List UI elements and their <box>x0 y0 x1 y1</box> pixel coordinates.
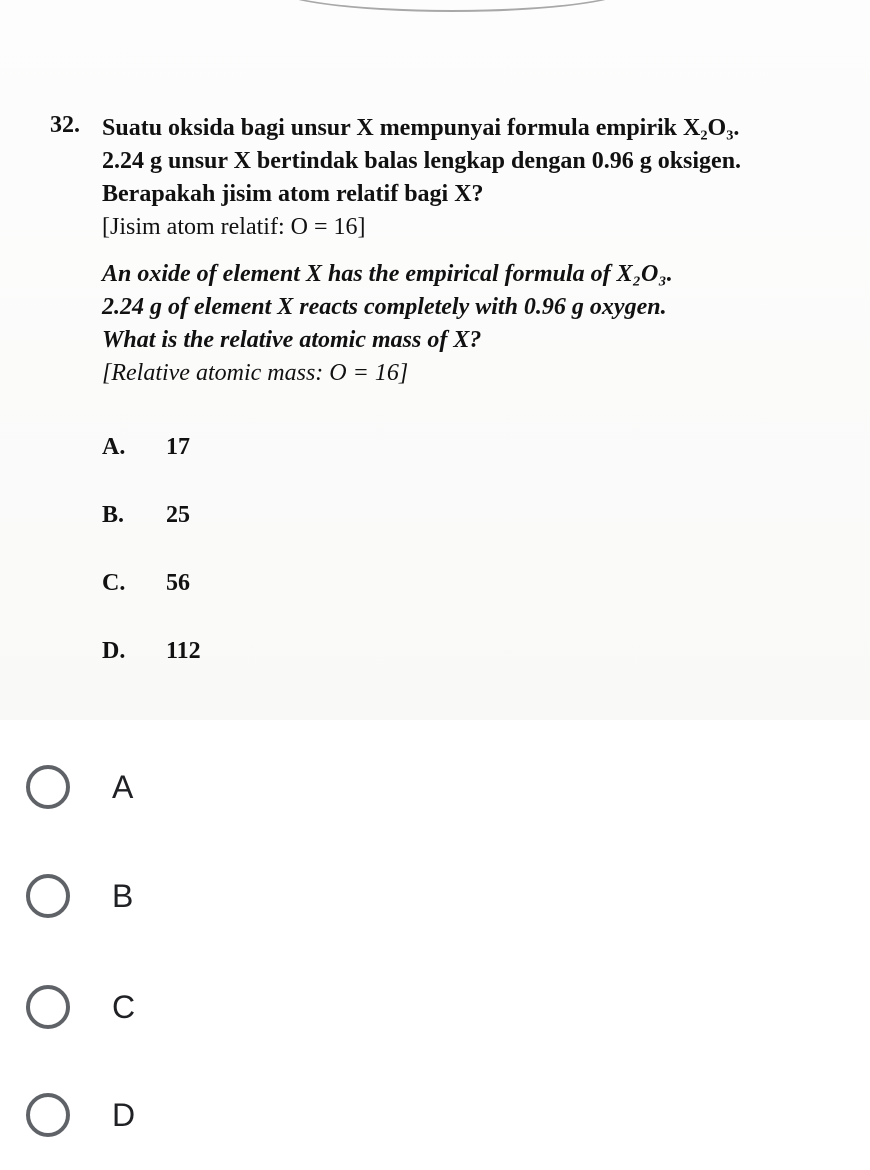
question-text-malay <box>102 112 842 244</box>
malay-line: Suatu oksida bagi unsur X mempunyai formula empirik X₂O₃. <box>102 115 740 141</box>
printed-option-a <box>102 434 190 461</box>
printed-option-value: 56 <box>166 570 190 596</box>
question-number: 32. <box>50 112 80 138</box>
radio-icon[interactable] <box>26 1093 70 1137</box>
printed-option-c <box>102 570 190 597</box>
malay-line: [Jisim atom relatif: O = 16] <box>102 214 366 240</box>
answer-option-b[interactable] <box>26 866 326 926</box>
printed-option-letter: D. <box>102 638 126 664</box>
question-text-english <box>102 258 842 390</box>
printed-option-letter: B. <box>102 502 125 528</box>
english-line: 2.24 g of element X reacts completely with 0.96 g oxygen. <box>102 294 667 320</box>
english-line: An oxide of element X has the empirical formula of X₂O₃. <box>102 261 673 287</box>
radio-icon[interactable] <box>26 765 70 809</box>
printed-option-d <box>102 638 201 665</box>
printed-option-b <box>102 502 190 529</box>
answer-label: A <box>112 768 134 805</box>
english-line: [Relative atomic mass: O = 16] <box>102 360 409 386</box>
printed-option-letter: C. <box>102 570 126 596</box>
radio-icon[interactable] <box>26 874 70 918</box>
english-line: What is the relative atomic mass of X? <box>102 327 482 353</box>
malay-line: Berapakah jisim atom relatif bagi X? <box>102 181 484 207</box>
radio-icon[interactable] <box>26 985 70 1029</box>
printed-option-value: 17 <box>166 434 190 460</box>
malay-line: 2.24 g unsur X bertindak balas lengkap dengan 0.96 g oksigen. <box>102 148 742 174</box>
answer-label: B <box>112 877 134 914</box>
answer-label: D <box>112 1096 136 1133</box>
answer-label: C <box>112 988 136 1025</box>
printed-option-value: 112 <box>166 638 201 664</box>
answer-option-c[interactable] <box>26 977 326 1037</box>
answer-option-d[interactable] <box>26 1085 326 1145</box>
printed-option-value: 25 <box>166 502 190 528</box>
answer-option-a[interactable] <box>26 757 326 817</box>
page-edge-arc <box>270 0 634 12</box>
printed-option-letter: A. <box>102 434 126 460</box>
